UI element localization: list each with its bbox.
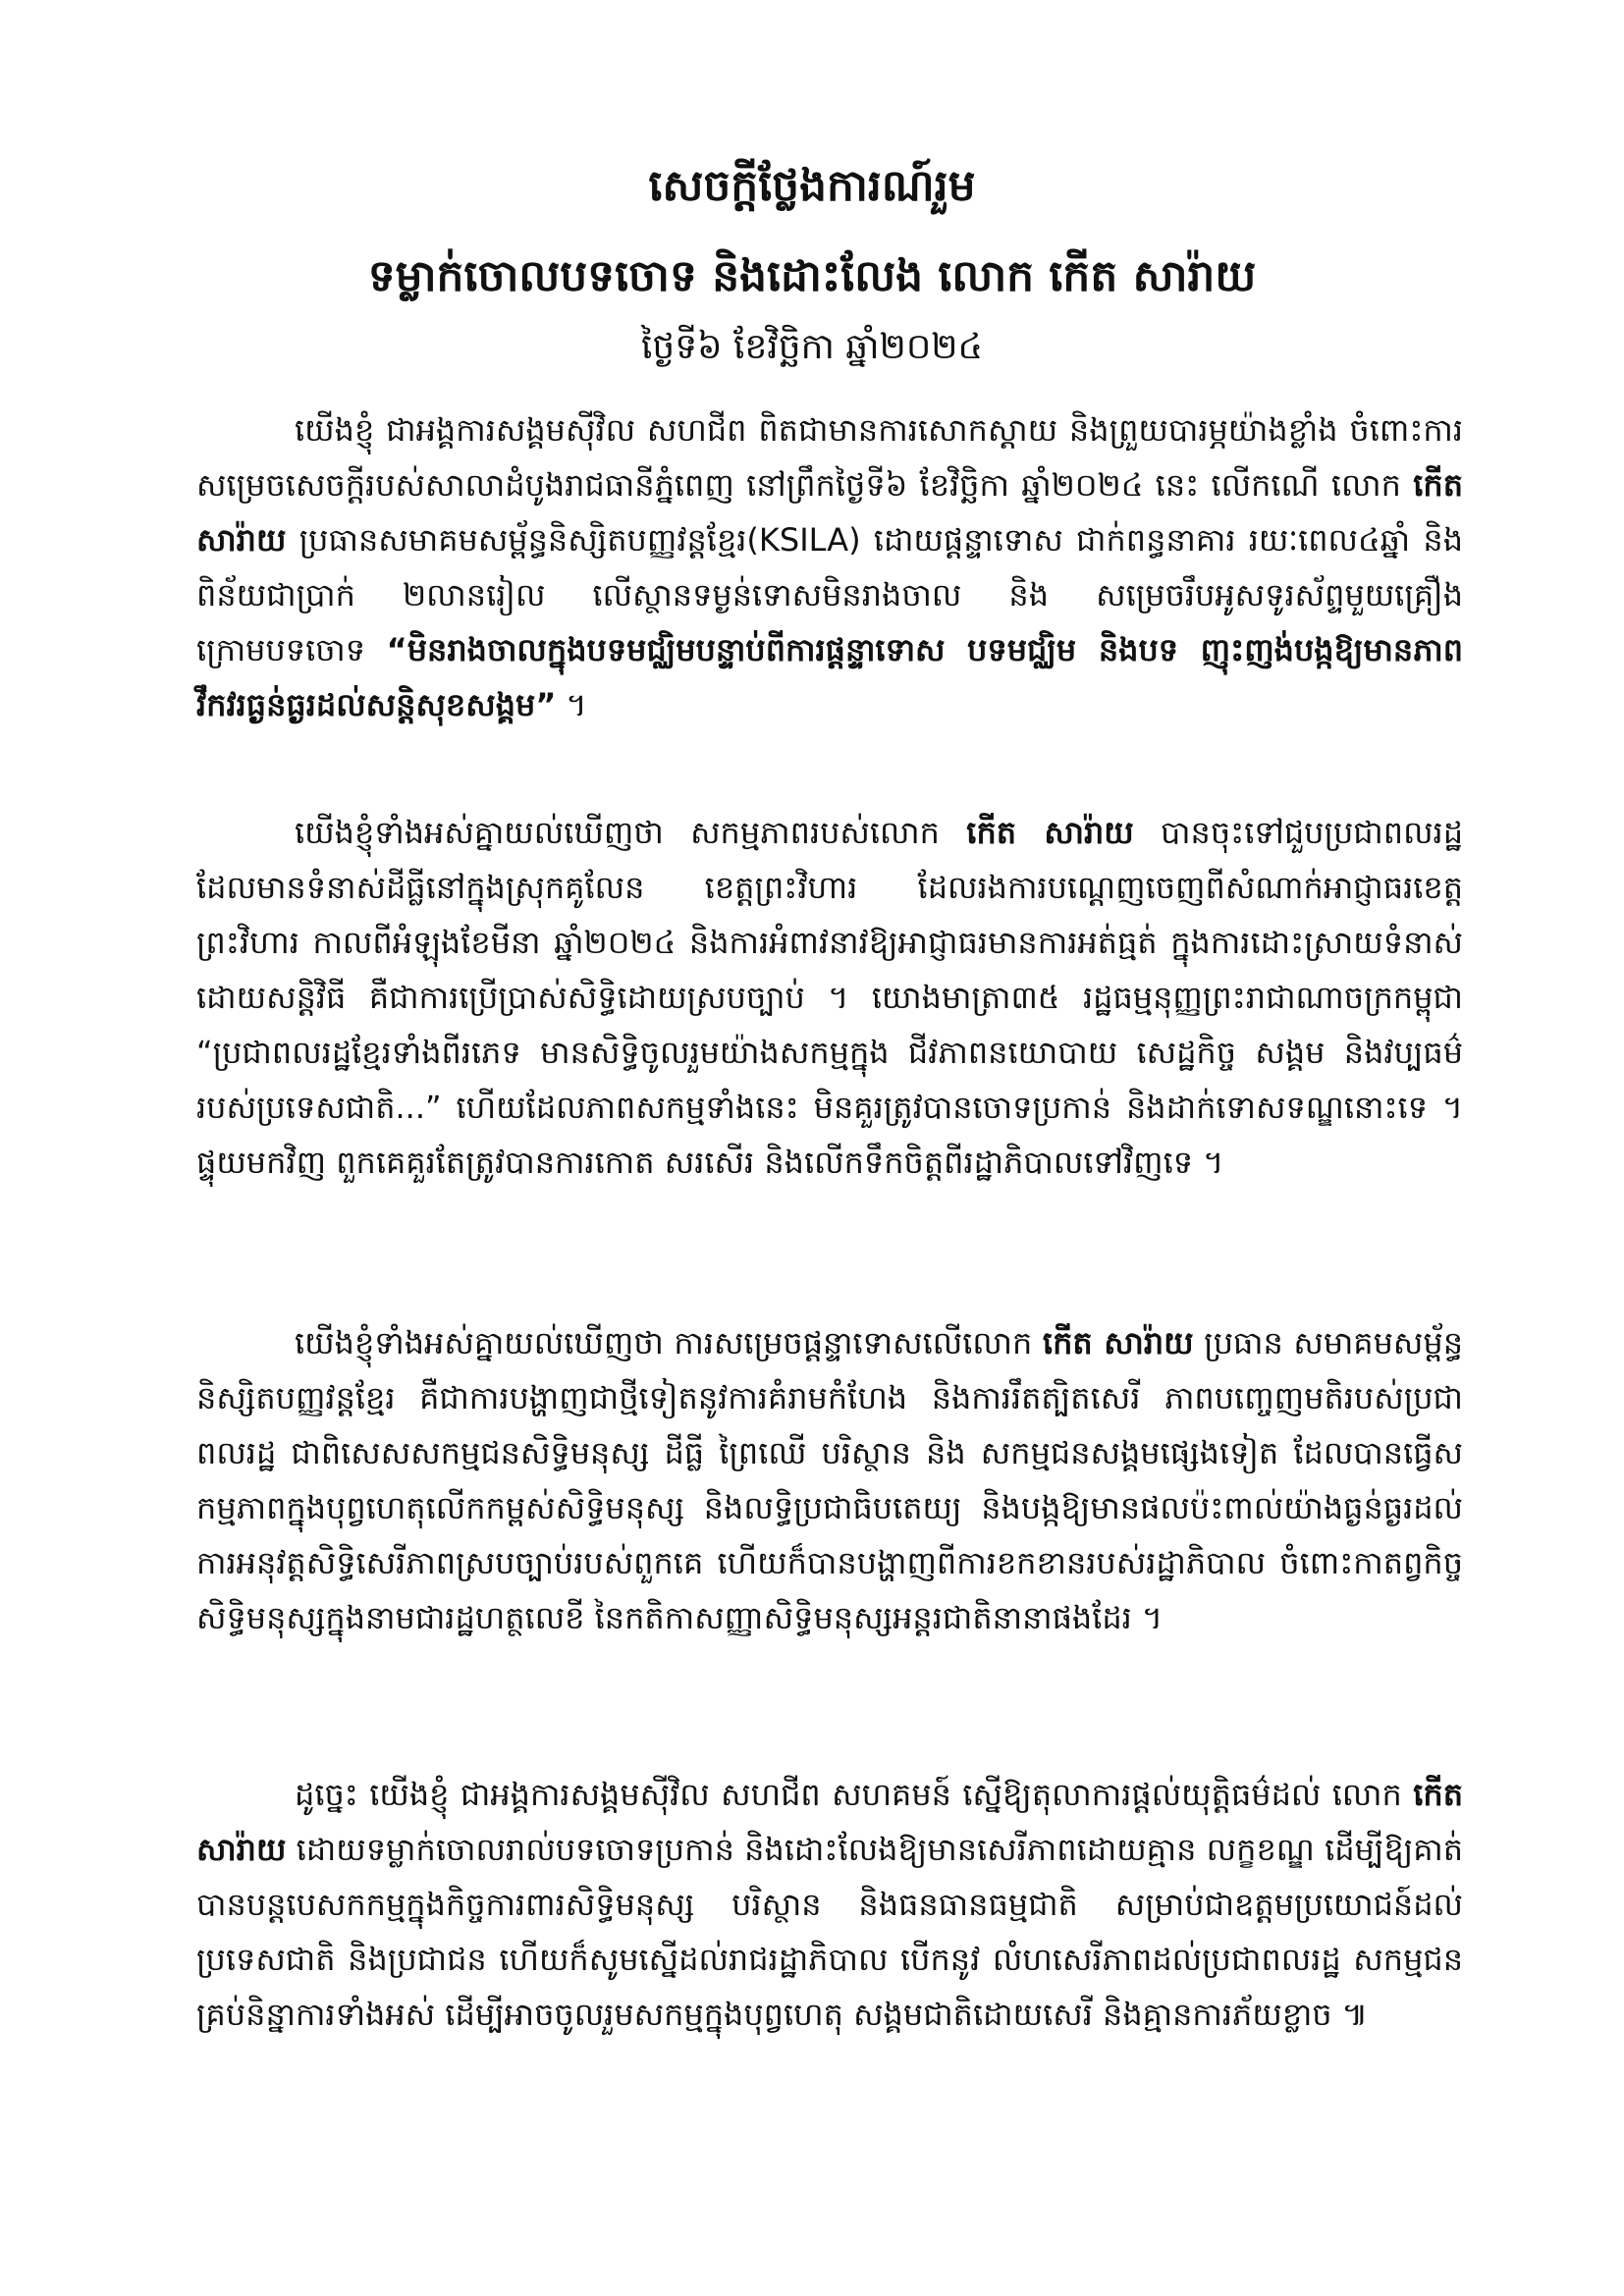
paragraph-3-text-b: ប្រធាន សមាគមសម្ព័ន្ធនិស្សិតបញ្ញវន្តខ្មែរ គឺជាការបង្ហាញជាថ្មីទៀតនូវការគំរាមកំហែង និងការរឹតត្បិតសេរី ភាពបញ្ចេញមតិរបស់ប្រជាពលរដ្ឋ ជាពិសេសសកម្មជនសិទ្ធិមនុស្ស ដីធ្លី ព្រៃឈើ បរិស្ថាន និង សកម្មជនសង្គមផ្សេងទៀត ដែលបានធ្វើសកម្មភាពក្នុងបុព្វហេតុលើកកម្ពស់សិទ្ធិមនុស្ស និងលទ្ធិប្រជាធិបតេយ្យ និងបង្កឱ្យមានផលប៉ះពាល់យ៉ាងធ្ងន់ធ្ងរដល់ការអនុវត្តសិទ្ធិសេរីភាពស្របច្បាប់របស់ពួកគេ ហើយក៏បានបង្ហាញពីការខកខានរបស់រដ្ឋាភិបាល ចំពោះកាតព្វកិច្ចសិទ្ធិមនុស្សក្នុងនាមជារដ្ឋហត្ថលេខី នៃកតិកាសញ្ញាសិទ្ធិមនុស្សអន្តរជាតិនានាផងដែរ ។ bbox=[196, 1324, 1464, 1636]
paragraph-3-text-a: យើងខ្ញុំទាំងអស់គ្នាយល់ឃើញថា ការសម្រេចផ្តន្ទាទោសលើលោក bbox=[295, 1324, 1043, 1362]
paragraph-2-text-b: បានចុះទៅជួបប្រជាពលរដ្ឋ ដែលមានទំនាស់ដីធ្លីនៅក្នុងស្រុកគូលែន ខេត្តព្រះវិហារ ដែលរងការបណ្តេញចេញពីសំណាក់អាជ្ញាធរខេត្តព្រះវិហារ កាលពីអំឡុងខែមីនា ឆ្នាំ២០២៤ និងការអំពាវនាវឱ្យអាជ្ញាធរមានការអត់ធ្មត់ ក្នុងការដោះស្រាយទំនាស់ដោយសន្តិវិធី គឺជាការប្រើប្រាស់សិទ្ធិដោយស្របច្បាប់ ។ យោងមាត្រា៣៥ រដ្ឋធម្មនុញ្ញព្រះរាជាណាចក្រកម្ពុជា “ប្រជាពលរដ្ឋខ្មែរទាំងពីរភេទ មានសិទ្ធិចូលរួមយ៉ាងសកម្មក្នុង ជីវភាពនយោបាយ សេដ្ឋកិច្ច សង្គម និងវប្បធម៌របស់ប្រទេសជាតិ...” ហើយដែលភាពសកម្មទាំងនេះ មិនគួរត្រូវបានចោទប្រកាន់ និងដាក់ទោសទណ្ឌនោះទេ ។ ផ្ទុយមកវិញ ពួកគេគួរតែត្រូវបានការកោត សរសើរ និងលើកទឹកចិត្តពីរដ្ឋាភិបាលទៅវិញទេ ។ bbox=[196, 814, 1463, 1181]
person-name: កើត សារ៉ាយ bbox=[196, 1776, 1463, 1868]
paragraph-1-text-a: យើងខ្ញុំ ជាអង្គការសង្គមស៊ីវិល សហជីព ពិតជាមានការសោកស្តាយ និងព្រួយបារម្ភយ៉ាងខ្លាំង ចំពោះការសម្រេចសេចក្តីរបស់សាលាដំបូងរាជធានីភ្នំពេញ នៅព្រឹកថ្ងៃទី៦ ខែវិច្ឆិកា ឆ្នាំ២០២៤ នេះ លើកណើ លោក bbox=[196, 411, 1463, 504]
paragraph-4 bbox=[196, 1767, 1463, 2042]
paragraph-4-text-b: ដោយទម្លាក់ចោលរាល់បទចោទប្រកាន់ និងដោះលែងឱ្យមានសេរីភាពដោយគ្មាន លក្ខខណ្ឌ ដើម្បីឱ្យគាត់បានបន្តបេសកកម្មក្នុងកិច្ចការពារសិទ្ធិមនុស្ស បរិស្ថាន និងធនធានធម្មជាតិ សម្រាប់ជាឧត្តមប្រយោជន៍ដល់ប្រទេសជាតិ និងប្រជាជន ហើយក៏សូមស្នើដល់រាជរដ្ឋាភិបាល បើកនូវ លំហសេរីភាពដល់ប្រជាពលរដ្ឋ សកម្មជន គ្រប់និន្នាការទាំងអស់ ដើម្បីអាចចូលរួមសកម្មក្នុងបុព្វហេតុ សង្គមជាតិដោយសេរី និងគ្មានការភ័យខ្លាច ៕ bbox=[196, 1831, 1463, 2033]
paragraph-1 bbox=[196, 402, 1463, 732]
statement-title: សេចក្តីថ្លែងការណ៍រួម bbox=[648, 161, 976, 211]
paragraph-1-text-c: ។ bbox=[556, 686, 587, 723]
paragraph-2-text-a: យើងខ្ញុំទាំងអស់គ្នាយល់ឃើញថា សកម្មភាពរបស់លោក bbox=[295, 814, 967, 851]
paragraph-4-text-a: ដូច្នេះ យើងខ្ញុំ ជាអង្គការសង្គមស៊ីវិល សហជីព សហគមន៍ ស្នើឱ្យតុលាការផ្តល់យុត្តិធម៌ដល់ លោក bbox=[295, 1776, 1414, 1813]
person-name: កើត សារ៉ាយ bbox=[196, 466, 1463, 559]
person-name: កើត សារ៉ាយ bbox=[966, 814, 1134, 851]
person-name: កើត សារ៉ាយ bbox=[1042, 1324, 1194, 1362]
paragraph-3 bbox=[196, 1315, 1463, 1645]
statement-subtitle: ទម្លាក់ចោលបទចោទ និងដោះលែង លោក កើត សារ៉ាយ bbox=[367, 251, 1257, 301]
statement-date: ថ្ងៃទី៦ ខែវិច្ឆិកា ឆ្នាំ២០២៤ bbox=[640, 327, 984, 367]
paragraph-2 bbox=[196, 805, 1463, 1190]
charge-quote: “មិនរាងចាលក្នុងបទមជ្ឈិមបន្ទាប់ពីការផ្តន្ទាទោស បទមជ្ឈិម និងបទ ញុះញង់បង្កឱ្យមានភាពវឹកវរធ្ងន់ធ្ងរដល់សន្តិសុខសង្គម” bbox=[196, 631, 1464, 723]
paragraph-1-text-b: ប្រធានសមាគមសម្ព័ន្ធនិស្សិតបញ្ញវន្តខ្មែរ(KSILA) ដោយផ្តន្ទាទោស ជាក់ពន្ធនាគារ រយៈពេល៤ឆ្នាំ និងពិន័យជាប្រាក់ ២លានរៀល លើស្ថានទម្ងន់ទោសមិនរាងចាល និង សម្រេចរឹបអូសទូរស័ព្ទមួយគ្រឿងក្រោមបទចោទ bbox=[196, 521, 1463, 668]
